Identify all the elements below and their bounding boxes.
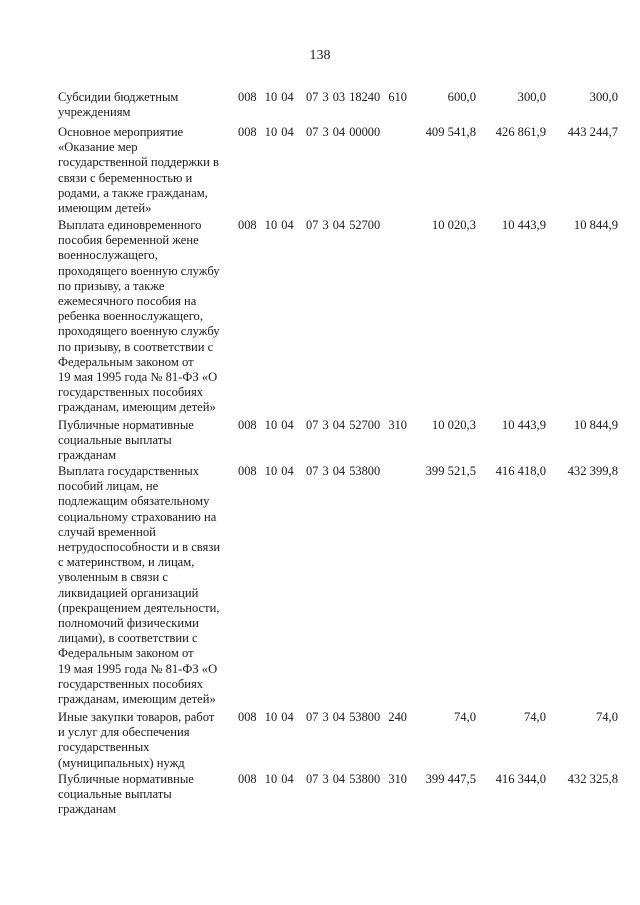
row-code: 008 10 04 07 3 04 00000 (238, 125, 381, 139)
row-amount-1: 399 447,5 (425, 772, 476, 786)
row-name: Выплата государственных пособий лицам, не подлежащим обязательному социальному страхованию на случай временной нетрудоспособности и в связи с материнством, и лицам, уволенным в связи с ликвидацией организаций (прекращением деятельности, полномочий физическими лицами), в соответствии с Федеральным законом от 19 мая 1995 года № 81-ФЗ «О государственных пособиях гражданам, имеющим детей» (58, 464, 221, 707)
row-amount-2: 10 443,9 (501, 418, 546, 432)
row-name: Иные закупки товаров, работ и услуг для обеспечения государственных (муниципальных) нужд (58, 710, 215, 770)
row-amount-2: 416 418,0 (495, 464, 546, 478)
row-amount-1: 399 521,5 (425, 464, 476, 478)
row-name: Основное мероприятие «Оказание мер государственной поддержки в связи с беременностью и родами, а также гражданам, имеющим детей» (58, 125, 219, 216)
row-amount-3: 300,0 (589, 90, 618, 104)
row-code: 008 10 04 07 3 04 53800 310 (238, 772, 407, 786)
row-amount-1: 10 020,3 (431, 218, 476, 232)
row-amount-3: 443 244,7 (567, 125, 618, 139)
row-amount-1: 10 020,3 (431, 418, 476, 432)
row-amount-1: 409 541,8 (425, 125, 476, 139)
row-name: Субсидии бюджетным учреждениям (58, 90, 179, 120)
row-amount-3: 74,0 (595, 710, 618, 724)
row-amount-3: 432 399,8 (567, 464, 618, 478)
row-amount-2: 426 861,9 (495, 125, 546, 139)
row-amount-2: 10 443,9 (501, 218, 546, 232)
row-name: Публичные нормативные социальные выплаты гражданам (58, 418, 194, 463)
page-number: 138 (309, 48, 331, 63)
row-amount-3: 10 844,9 (573, 218, 618, 232)
row-amount-1: 74,0 (453, 710, 476, 724)
row-amount-2: 74,0 (523, 710, 546, 724)
row-amount-1: 600,0 (447, 90, 476, 104)
row-amount-3: 432 325,8 (567, 772, 618, 786)
row-amount-2: 416 344,0 (495, 772, 546, 786)
row-name: Публичные нормативные социальные выплаты гражданам (58, 772, 194, 817)
row-code: 008 10 04 07 3 04 52700 310 (238, 418, 407, 432)
row-amount-3: 10 844,9 (573, 418, 618, 432)
row-code: 008 10 04 07 3 04 52700 (238, 218, 381, 232)
row-code: 008 10 04 07 3 03 18240 610 (238, 90, 407, 104)
row-code: 008 10 04 07 3 04 53800 240 (238, 710, 407, 724)
row-code: 008 10 04 07 3 04 53800 (238, 464, 381, 478)
row-amount-2: 300,0 (517, 90, 546, 104)
row-name: Выплата единовременного пособия беременной жене военнослужащего, проходящего военную службу по призыву, а также ежемесячного пособия на ребенка военнослужащего, проходящего военную службу по призыву, в соответствии с Федеральным законом от 19 мая 1995 года № 81-ФЗ «О государственных пособиях гражданам, имеющим детей» (58, 218, 220, 415)
